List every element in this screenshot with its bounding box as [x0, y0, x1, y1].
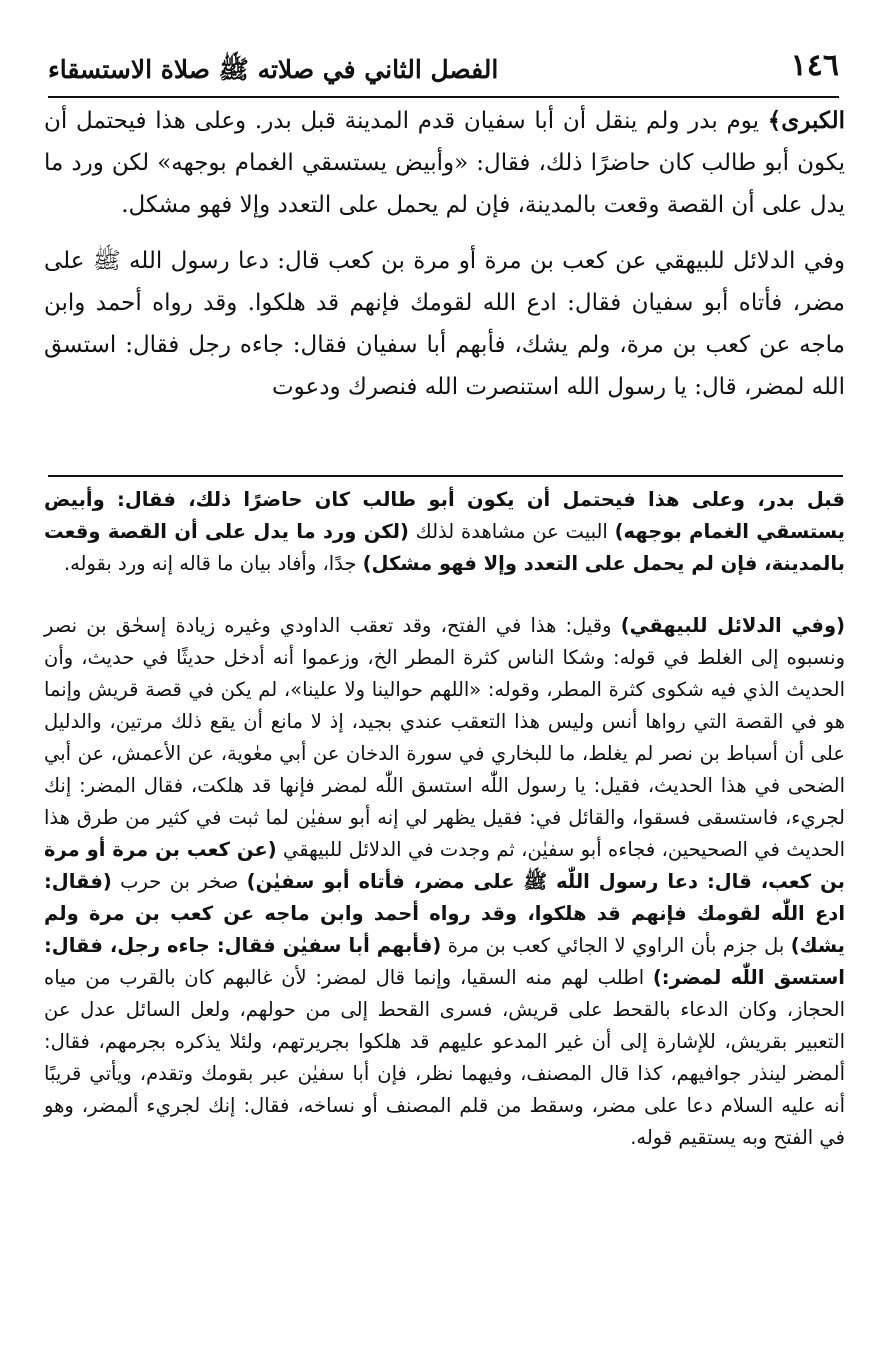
text-segment: البيت عن مشاهدة لذلك: [408, 520, 615, 543]
text-segment: بل جزم بأن الراوي لا الجائي كعب بن مرة: [441, 934, 791, 957]
bold-text-segment: (عن كعب بن مرة أو مرة بن كعب، قال: دعا رسول اللّٰه ﷺ على مضر، فأتاه أبو سفيٰن): [44, 838, 845, 893]
main-paragraph: [44, 240, 845, 408]
bold-text-segment: (وفي الدلائل للبيهقي): [620, 614, 845, 637]
text-segment: يوم بدر ولم ينقل أن أبا سفيان قدم المدينة قبل بدر. وعلى هذا فيحتمل أن يكون أبو طالب كان حاضرًا ذلك، فقال: «وأبيض يستسقي الغمام بوجهه» لكن ورد ما يدل على أن القصة وقعت بالمدينة، فإن لم يحمل على التعدد وإلا فهو مشكل.: [44, 108, 845, 218]
bold-text-segment: الكبرى﴾: [767, 107, 845, 134]
text-segment: اطلب لهم منه السقيا، وإنما قال لمضر: لأن غالبهم كان بالقرب من مياه الحجاز، وكان الدعاء بالقحط على قريش، فسرى القحط إلى من حولهم، ولعل السائل عدل عن التعبير بقريش، للإشارة إلى أن غير المدعو عليهم قد هلكوا بجريرتهم، ولئلا يذكره بجرمهم، فقال: ألمضر لينذر جوافيهم، كذا قال المصنف، وفيهما نظر، فإن أبا سفيٰن عبر بقومك وتقدم، ويأتي قريبًا أنه عليه السلام دعا على مضر، وسقط من قلم المصنف أو نساخه، فقال: إنك لجريء ألمضر، وهو في الفتح وبه يستقيم قوله.: [44, 966, 845, 1149]
running-title: الفصل الثاني في صلاته ﷺ صلاة الاستسقاء: [48, 55, 499, 84]
divider: [48, 475, 843, 477]
bold-text-segment: (فأبهم أبا سفيٰن فقال: جاءه رجل، فقال: استسق اللّٰه لمضر:): [44, 934, 845, 989]
bold-text-segment: (لكن ورد ما يدل على أن القصة وقعت بالمدينة، فإن لم يحمل على التعدد وإلا فهو مشكل): [44, 520, 845, 575]
text-segment: صخر بن حرب: [111, 870, 247, 893]
text-segment: وقيل: هذا في الفتح، وقد تعقب الداودي وغيره زيادة إسحٰق بن نصر ونسبوه إلى الغلط في قوله: وشكا الناس كثرة المطر الخ، وزعموا أنه أدخل حديثًا في حديث، وأن الحديث الذي فيه شكوى كثرة المطر، وقوله: «اللهم حوالينا ولا علينا»، لم يكن في قصة قريش وإنما هو في القصة التي رواها أنس وليس هذا التعقب عندي بجيد، إذ لا مانع أن يقع ذلك مرتين، والدليل على أن أسباط بن نصر لم يغلط، ما للبخاري في سورة الدخان عن أبي معٰوية، عن الأعمش، عن أبي الضحى في هذا الحديث، فقيل: يا رسول اللّٰه استسق اللّٰه لمضر فإنها قد هلكت، فقال المضر: إنك لجريء، فاستسقى فسقوا، والقائل في: فقيل يظهر لي إنه أبو سفيٰن لما ثبت في كثير من طرق هذا الحديث في الصحيحين، فجاءه أبو سفيٰن، ثم وجدت في الدلائل للبيهقي: [44, 614, 845, 861]
bold-text-segment: قبل بدر، وعلى هذا فيحتمل أن يكون أبو طالب كان حاضرًا ذلك، فقال: وأبيض يستسقي الغمام بوجهه): [44, 488, 845, 543]
main-paragraph: [44, 100, 845, 226]
commentary-paragraph: [44, 610, 845, 1154]
page-number: ١٤٦: [790, 48, 839, 83]
page-header: [48, 44, 839, 98]
commentary-text: [44, 484, 845, 1184]
bold-text-segment: (فقال: ادع اللّٰه لقومك فإنهم قد هلكوا، وقد رواه أحمد وابن ماجه عن كعب بن مرة ولم يشك): [44, 870, 845, 957]
text-segment: جدًا، وأفاد بيان ما قاله إنه ورد بقوله.: [63, 552, 363, 575]
text-segment: وفي الدلائل للبيهقي عن كعب بن مرة أو مرة بن كعب قال: دعا رسول الله ﷺ على مضر، فأتاه أبو سفيان فقال: ادع الله لقومك فإنهم قد هلكوا. وقد رواه أحمد وابن ماجه عن كعب بن مرة، ولم يشك، فأبهم أبا سفيان فقال: جاءه رجل فقال: استسق الله لمضر، قال: يا رسول الله استنصرت الله فنصرك ودعوت: [44, 248, 845, 400]
main-text: [44, 100, 845, 422]
commentary-paragraph: [44, 484, 845, 580]
